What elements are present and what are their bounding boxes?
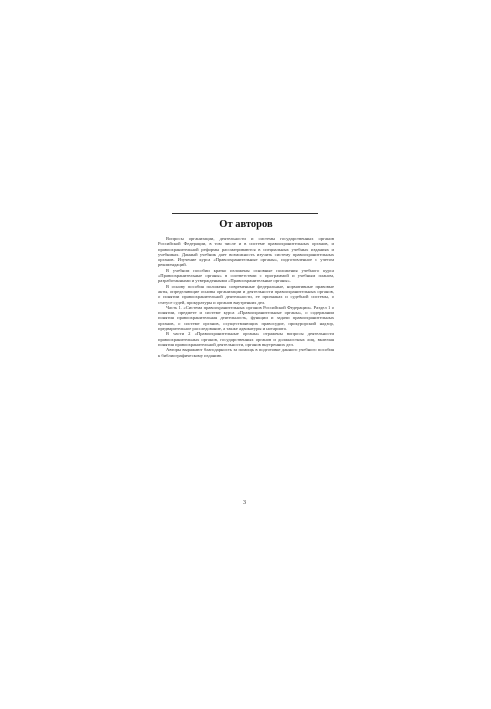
body-text <box>158 236 334 358</box>
page-number: 3 <box>243 500 246 506</box>
paragraph: Авторы выражают благодарность за помощь в подготовке данного учебного пособия к библиографическому изданию. <box>158 347 334 358</box>
section-title: От авторов <box>219 219 273 230</box>
paragraph: Часть 1. «Система правоохранительных органов Российской Федерации». Раздел 1 о понятии, предмете и системе курса «Правоохранительные органы», о содержании понятия правоохранительная деятельность, функции и задачи правоохранительных органов, о системе органов, осуществляющих правосудие, прокурорский надзор, предварительное расследование, а также адвокатуры и нотариата. <box>158 304 334 332</box>
paragraph: В части 2 «Правоохранительные органы» отражены вопросы деятельности правоохранительных органов, государственных органов и должностных лиц, включая понятия правоохранительной деятельности, органов внутренних дел. <box>158 331 334 347</box>
paragraph: В учебном пособии кратко изложены основные положения учебного курса «Правоохранительные органы» в соответствии с программой и учебным планом, разработанными и утвержденными «Правоохранительные органы». <box>158 267 334 284</box>
paragraph: В основу пособия положены современные федеральные, нормативные правовые акты, определяющие основы организации и деятельности правоохранительных органов, о понятии правоохранительной деятельности, ее признаках и судебной системы, о статусе судей, прокуратуры и органов внутренних дел. <box>158 283 334 305</box>
header-rule <box>172 213 318 214</box>
paragraph: Вопросы организации, деятельности и системы государственных органов Российской Федерации, в том числе и в системе правоохранительных органов, и правоохранительной реформы рассматриваются в специальных учебных изданиях и учебниках. Данный учебник дает возможность изучить систему правоохранительных органов. Изучение курса «Правоохранительные органы», подготовленное с учетом рекомендаций. <box>158 236 334 268</box>
